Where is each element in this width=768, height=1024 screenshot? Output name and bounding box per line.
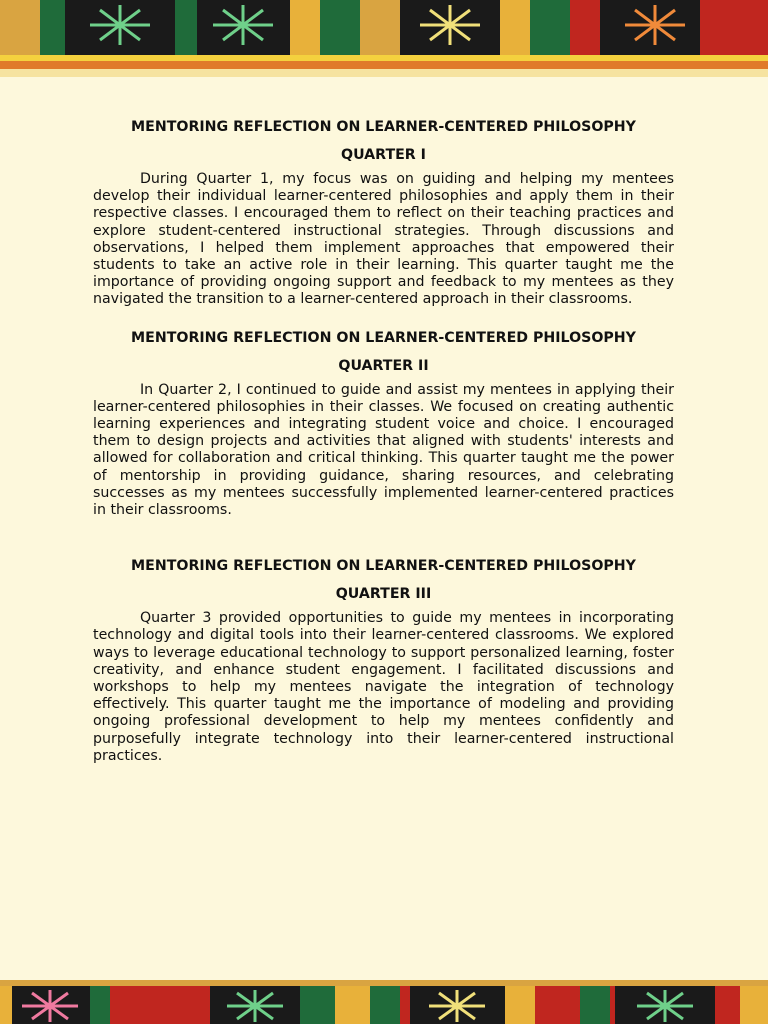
section-heading: MENTORING REFLECTION ON LEARNER-CENTERED PHILOSOPHY [131, 558, 636, 575]
bottom-border [0, 980, 768, 1024]
quarter-title: QUARTER I [341, 147, 426, 163]
quarter-title: QUARTER III [335, 586, 432, 603]
reflection-section-q1 [93, 116, 674, 309]
reflection-paragraph: During Quarter 1, my focus was on guiding and helping my mentees develop their individual learner-centered philosophies and apply them in their respective classes. I encouraged them to reflect on their teaching practices and explore student-centered instructional strategies. Through discussions and observations, I helped them implement approaches that empowered their students to take an active role in their learning. This quarter taught me the importance of providing ongoing support and feedback to my mentees as they navigated the transition to a learner-centered approach in their classrooms. [93, 171, 674, 308]
document-body [93, 116, 674, 765]
reflection-paragraph: Quarter 3 provided opportunities to guide my mentees in incorporating technology and digital tools into their learner-centered classrooms. We explored ways to leverage educational technology to support personalized learning, foster creativity, and enhance student engagement. I facilitated discussions and workshops to help my mentees navigate the integration of technology effectively. This quarter taught me the importance of modeling and providing ongoing professional development to help my mentees confidently and purposefully integrate technology into their learner-centered instructional practices. [93, 610, 674, 764]
reflection-section-q2 [93, 327, 674, 520]
section-heading: MENTORING REFLECTION ON LEARNER-CENTERED PHILOSOPHY [131, 119, 636, 135]
reflection-paragraph: In Quarter 2, I continued to guide and assist my mentees in applying their learner-centered philosophies in their classes. We focused on creating authentic learning experiences and integrating student voice and choice. I encouraged them to design projects and activities that aligned with students' interests and allowed for collaboration and critical thinking. This quarter taught me the power of mentorship in providing guidance, sharing resources, and celebrating successes as my mentees successfully implemented learner-centered practices in their classrooms. [93, 381, 674, 519]
reflection-section-q3 [93, 555, 674, 765]
quarter-title: QUARTER II [338, 357, 429, 374]
top-border [0, 0, 768, 77]
section-heading: MENTORING REFLECTION ON LEARNER-CENTERED PHILOSOPHY [131, 329, 636, 346]
